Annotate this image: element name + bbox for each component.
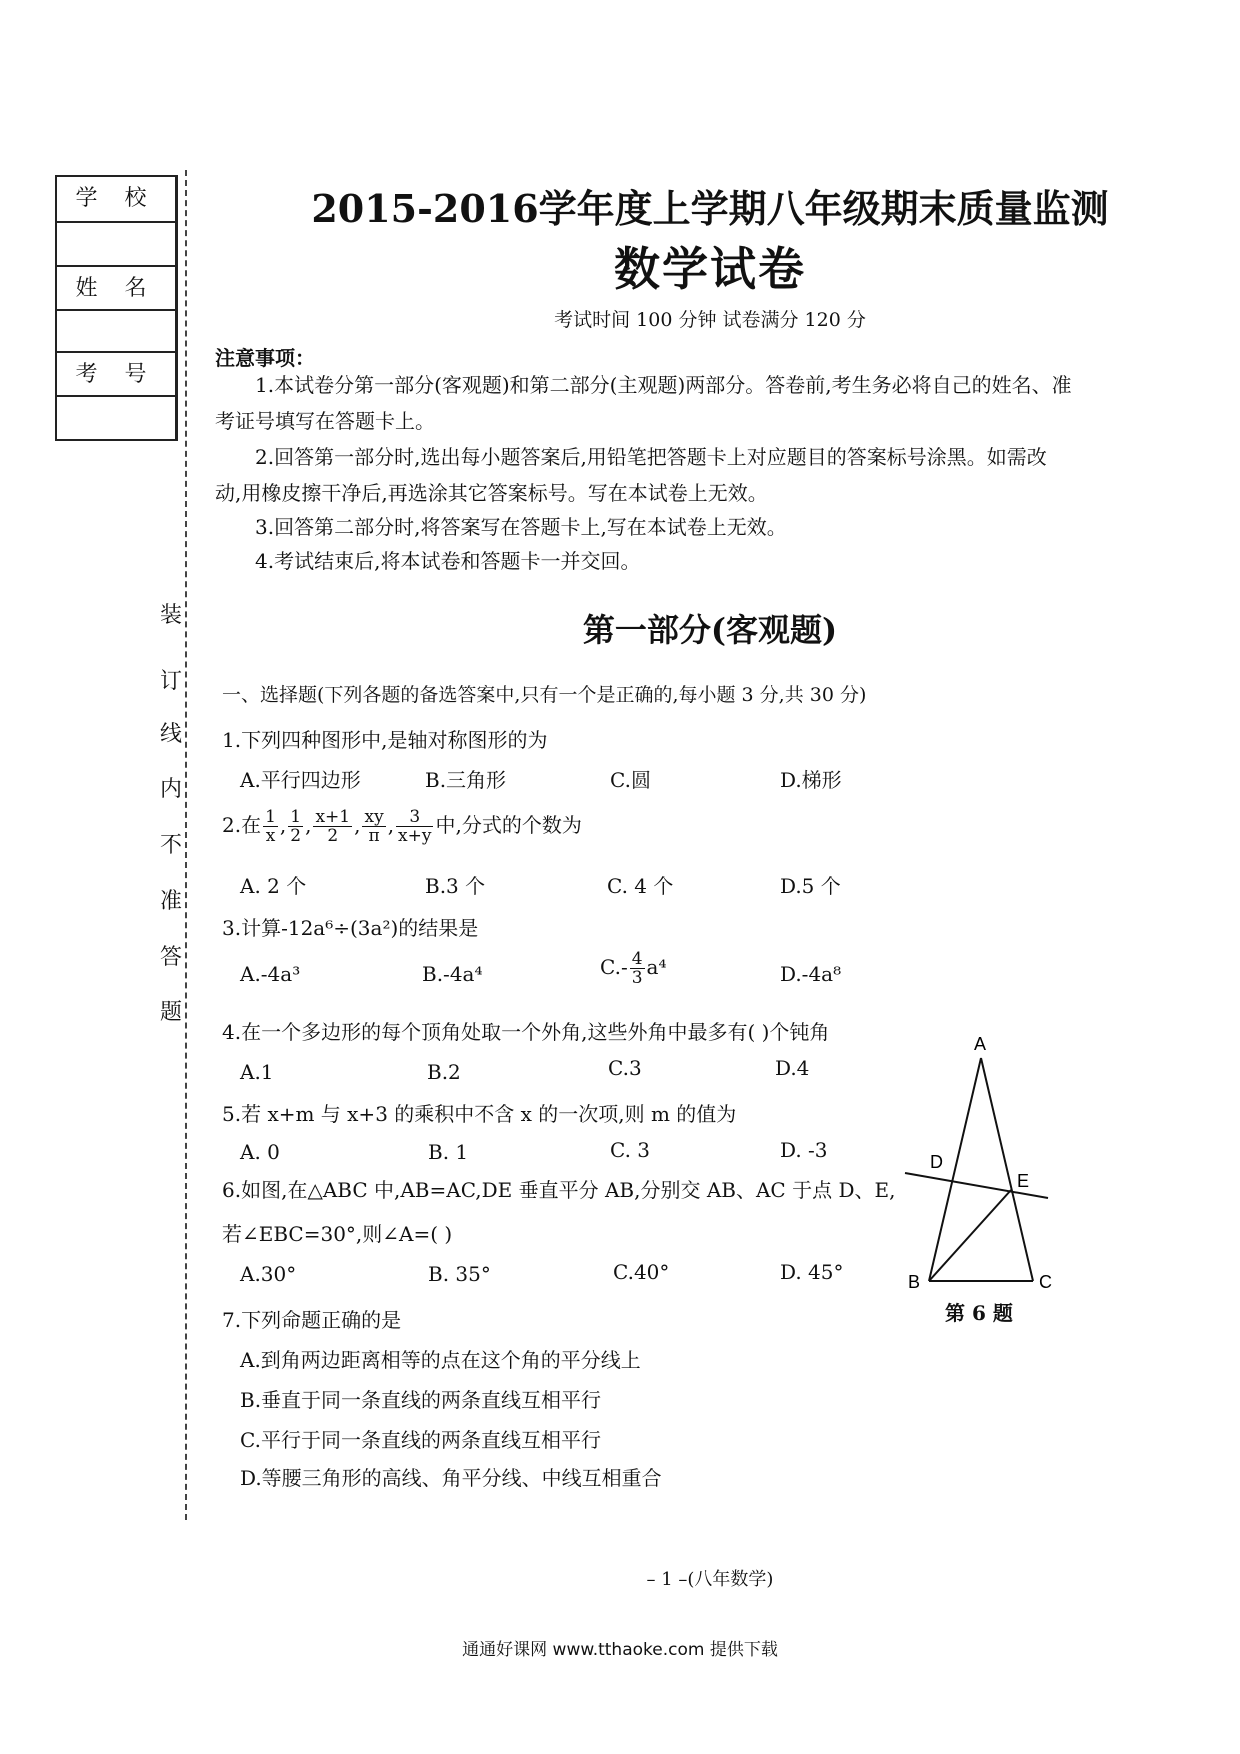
exam-subject: 数学试卷 (614, 242, 806, 296)
exam-title: 2015-2016学年度上学期八年级期末质量监测 (311, 186, 1109, 231)
fraction (313, 808, 352, 845)
option-a: A. 0 (240, 1140, 280, 1164)
option-c: C.圆 (610, 768, 651, 792)
question-stem: 3.计算-12a⁶÷(3a²)的结果是 (222, 916, 479, 940)
option-b: B.-4a⁴ (422, 962, 483, 986)
question-stem (222, 808, 582, 845)
option-d: D. -3 (780, 1138, 828, 1162)
binding-char: 线 (160, 722, 183, 747)
q2-stem-pre: 2.在 (222, 813, 262, 837)
fraction (288, 808, 303, 845)
numerator: 4 (631, 949, 643, 969)
denominator: 2 (290, 826, 302, 846)
denominator: 2 (327, 826, 339, 846)
school-label-row (57, 177, 175, 223)
segment-be (929, 1190, 1011, 1281)
note-line: 2.回答第一部分时,选出每小题答案后,用铅笔把答题卡上对应题目的答案标号涂黑。如需改 (255, 445, 1047, 469)
fraction (263, 808, 278, 845)
question-stem-cont: 若∠EBC=30°,则∠A=( ) (222, 1222, 453, 1246)
side-ac (981, 1058, 1033, 1281)
note-line: 4.考试结束后,将本试卷和答题卡一并交回。 (255, 549, 641, 573)
numerator: 1 (265, 807, 276, 827)
note-line: 动,用橡皮擦干净后,再选涂其它答案标号。写在本试卷上无效。 (215, 481, 768, 505)
option-c: C.40° (613, 1260, 670, 1284)
separator: , (279, 813, 287, 837)
numerator: xy (364, 807, 384, 827)
note-line: 3.回答第二部分时,将答案写在答题卡上,写在本试卷上无效。 (255, 515, 787, 539)
point-e-label: E (1017, 1171, 1030, 1191)
id-field (57, 397, 175, 437)
student-info-box (55, 175, 178, 441)
school-label: 学 校 (75, 186, 157, 211)
option-a: A.-4a³ (240, 962, 301, 986)
section-title: 第一部分(客观题) (582, 611, 838, 649)
page-number: – 1 –(八年数学) (646, 1569, 774, 1590)
option-a: A.30° (240, 1262, 297, 1286)
note-line: 1.本试卷分第一部分(客观题)和第二部分(主观题)两部分。答卷前,考生务必将自己的姓名、准 (255, 373, 1072, 397)
binding-dashed-line (185, 170, 187, 1520)
option-b: B.3 个 (425, 874, 486, 898)
separator: , (305, 813, 312, 837)
numerator: x+1 (315, 807, 351, 827)
binding-char: 准 (160, 889, 183, 914)
name-label-row (57, 267, 175, 311)
school-field (57, 223, 175, 267)
numerator: 3 (396, 808, 433, 827)
denominator: x (265, 826, 276, 846)
option-d: D. 45° (780, 1260, 844, 1284)
denominator: x+y (398, 826, 432, 846)
option-c (600, 950, 667, 987)
point-a-label: A (974, 1034, 987, 1054)
id-label: 考 号 (75, 362, 157, 387)
binding-char: 订 (160, 669, 183, 694)
figure-caption: 第 6 题 (945, 1301, 1013, 1325)
option-a: A.平行四边形 (240, 768, 361, 792)
option-c: C. 3 (610, 1138, 651, 1162)
name-label: 姓 名 (75, 276, 157, 301)
fraction (396, 808, 433, 845)
question-stem: 4.在一个多边形的每个顶角处取一个外角,这些外角中最多有( )个钝角 (222, 1020, 830, 1044)
binding-char: 不 (160, 833, 183, 858)
binding-char: 答 (160, 945, 183, 970)
option-d: D.-4a⁸ (780, 962, 842, 986)
option-c-prefix: C.- (600, 955, 628, 979)
name-field (57, 311, 175, 353)
denominator: π (368, 826, 380, 846)
option-c-suffix: a⁴ (646, 955, 667, 979)
option-b: B.2 (427, 1060, 461, 1084)
binding-char: 题 (160, 1000, 183, 1025)
triangle-figure (890, 1030, 1070, 1295)
exam-info: 考试时间 100 分钟 试卷满分 120 分 (554, 309, 866, 331)
option-d: D.梯形 (780, 768, 842, 792)
binding-char: 内 (160, 777, 183, 802)
option-d: D.5 个 (780, 874, 841, 898)
numerator: 1 (290, 807, 302, 827)
note-line: 考证号填写在答题卡上。 (215, 409, 435, 433)
option-c: C.平行于同一条直线的两条直线互相平行 (240, 1428, 601, 1452)
question-stem: 7.下列命题正确的是 (222, 1308, 402, 1332)
binding-char: 装 (160, 603, 183, 628)
option-c: C. 4 个 (607, 874, 674, 898)
question-stem: 6.如图,在△ABC 中,AB=AC,DE 垂直平分 AB,分别交 AB、AC 于点 D、E, (222, 1178, 896, 1202)
denominator: 3 (631, 968, 643, 988)
option-d: D.等腰三角形的高线、角平分线、中线互相重合 (240, 1466, 662, 1490)
fraction (362, 808, 385, 845)
option-c: C.3 (608, 1056, 642, 1080)
option-b: B.垂直于同一条直线的两条直线互相平行 (240, 1388, 602, 1412)
question-stem: 1.下列四种图形中,是轴对称图形的为 (222, 728, 548, 752)
option-a: A.到角两边距离相等的点在这个角的平分线上 (240, 1348, 641, 1372)
fraction (630, 950, 645, 987)
point-d-label: D (930, 1152, 943, 1172)
q2-stem-post: 中,分式的个数为 (435, 813, 582, 837)
footer-credit: 通通好课网 www.tthaoke.com 提供下载 (462, 1640, 778, 1660)
option-b: B. 35° (428, 1262, 491, 1286)
point-c-label: C (1039, 1272, 1052, 1292)
question-stem: 5.若 x+m 与 x+3 的乘积中不含 x 的一次项,则 m 的值为 (222, 1102, 737, 1126)
section-heading: 一、选择题(下列各题的备选答案中,只有一个是正确的,每小题 3 分,共 30 分) (222, 684, 867, 706)
separator: , (354, 813, 361, 837)
point-b-label: B (908, 1272, 921, 1292)
option-b: B. 1 (428, 1140, 469, 1164)
option-a: A. 2 个 (240, 874, 307, 898)
id-label-row (57, 353, 175, 397)
option-d: D.4 (775, 1056, 810, 1080)
option-a: A.1 (240, 1060, 274, 1084)
notes-heading: 注意事项： (215, 346, 315, 370)
separator: , (387, 813, 395, 837)
option-b: B.三角形 (425, 768, 507, 792)
